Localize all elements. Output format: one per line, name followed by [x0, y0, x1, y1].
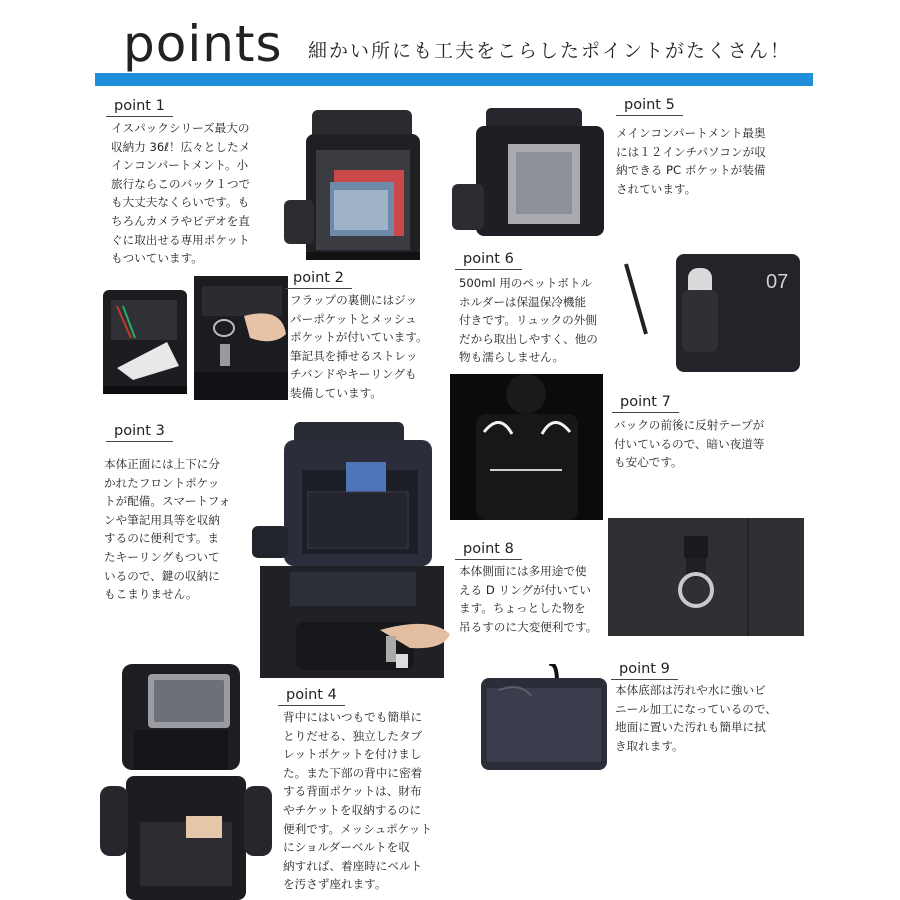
point-8-title: point 8	[455, 540, 522, 560]
point-2-text: フラップの裏側にはジッ パーポケットとメッシュ ポケットが付いています。 筆記具を挿せるストレッ チバンドやキーリングも 装備しています。	[290, 293, 428, 400]
point-1-photo	[276, 104, 442, 262]
page-title: points	[123, 15, 283, 73]
point-5-photo	[446, 104, 614, 236]
point-2-photo-right	[194, 276, 288, 400]
point-8-photo	[608, 518, 804, 636]
point-6-photo	[616, 254, 800, 372]
point-8-text: 本体側面には多用途で使 える D リングが付いてい ます。ちょっとした物を 吊るすのに大変便利です。	[459, 564, 598, 634]
point-1-title: point 1	[106, 97, 173, 117]
point-7-photo	[450, 374, 603, 520]
page-subtitle: 細かい所にも工夫をこらしたポイントがたくさん！	[308, 40, 792, 62]
point-3-photo-bottom	[260, 566, 458, 678]
point-4-title: point 4	[278, 686, 345, 706]
point-9-photo	[461, 664, 611, 774]
svg-text:07: 07	[766, 271, 789, 293]
point-7-title: point 7	[612, 393, 679, 413]
point-6-text: 500ml 用のペットボトル ホルダーは保温保冷機能 付きです。リュックの外側 だから取出しやすく、他の 物も濡らしません。	[459, 276, 598, 365]
point-2-photo-left	[97, 276, 192, 400]
point-1-text: イスパックシリーズ最大の 収納力 36ℓ！広々としたメ インコンパートメント。小 旅行ならこのバック１つで も大丈夫なくらいです。も ちろんカメラやビデオを直 ぐに取出せる専用ポケット もついています。	[111, 121, 251, 266]
point-2-title: point 2	[285, 269, 352, 289]
point-3-text: 本体正面には上下に分 かれたフロントポケッ トが配備。スマートフォ ンや筆記用具等を収納 するのに便利です。ま たキーリングもついて いるので、鍵の収納に もこまりません。	[104, 457, 231, 602]
header-divider-bar	[95, 73, 813, 86]
point-9-title: point 9	[611, 660, 678, 680]
point-4-photo-top	[114, 660, 248, 770]
point-6-title: point 6	[455, 250, 522, 270]
point-5-text: メインコンパートメント最奥 には１２インチパソコンが収 納できる PC ポケットが装備 されています。	[616, 126, 766, 196]
point-3-title: point 3	[106, 422, 173, 442]
point-5-title: point 5	[616, 96, 683, 116]
point-9-text: 本体底部は汚れや水に強いビ ニール加工になっているので、 地面に置いた汚れも簡単に拭 き取れます。	[615, 683, 777, 753]
point-4-photo-bottom	[100, 776, 272, 900]
point-7-text: バックの前後に反射テープが 付いているので、暗い夜道等 も安心です。	[614, 418, 765, 470]
point-4-text: 背中にはいつもでも簡単に とりだせる、独立したタブ レットポケットを付けまし た。また下部の背中に密着 する背面ポケットは、財布 やチケットを収納するのに 便利です。メッシュポケット にショルダーベルトを収 納すれば、着座時にベルト を汚さず座れます。	[283, 710, 432, 892]
point-3-photo-top	[248, 418, 438, 566]
